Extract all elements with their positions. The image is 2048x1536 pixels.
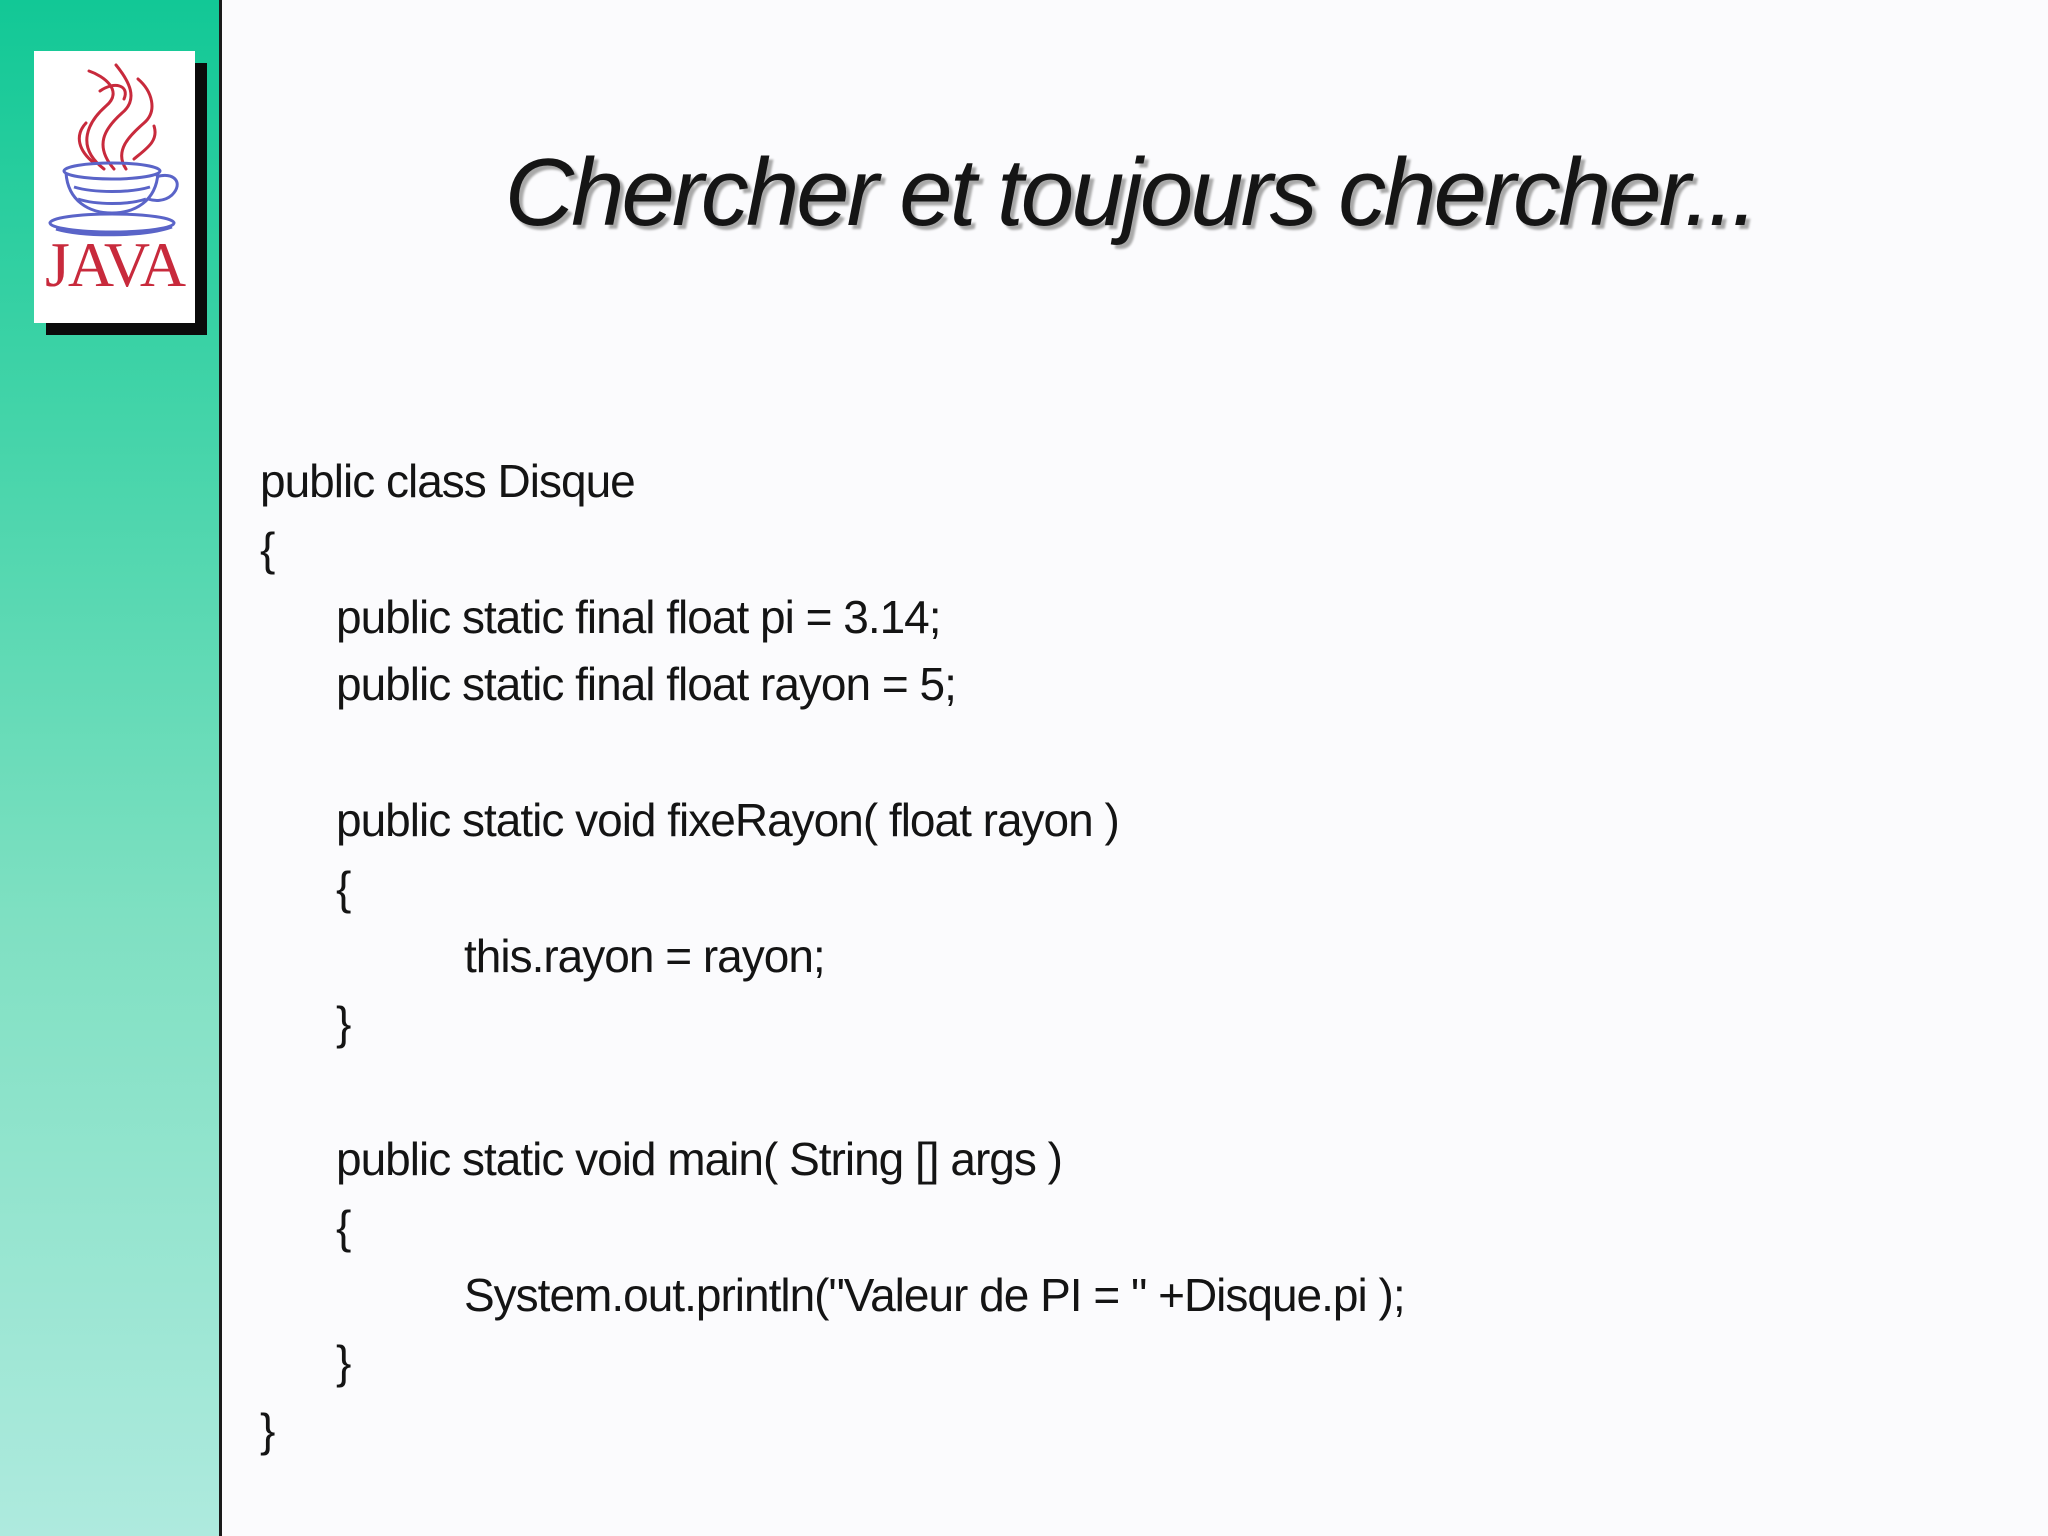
- code-line: [260, 719, 1405, 787]
- code-line: System.out.println("Valeur de PI = " +Disque.pi );: [464, 1268, 1405, 1321]
- code-line: public static void fixeRayon( float rayon ): [336, 793, 1119, 846]
- code-line: {: [260, 522, 275, 575]
- java-logo-text: JAVA: [44, 229, 185, 300]
- code-line: this.rayon = rayon;: [464, 929, 825, 982]
- code-line: {: [336, 861, 351, 914]
- java-coffee-cup-icon: [34, 51, 195, 241]
- code-line: }: [336, 1336, 351, 1389]
- code-line: public class Disque: [260, 455, 635, 507]
- code-line: }: [260, 1404, 275, 1457]
- code-line: public static void main( String [] args ): [336, 1132, 1062, 1185]
- java-logo: [34, 51, 195, 323]
- code-line: [260, 1058, 1405, 1126]
- logo-card: [34, 51, 195, 323]
- code-line: }: [336, 997, 351, 1050]
- sidebar-band: [0, 0, 222, 1536]
- code-line: {: [336, 1200, 351, 1253]
- code-line: public static final float pi = 3.14;: [336, 590, 941, 643]
- code-block: [260, 448, 1405, 1465]
- slide-title: Chercher et toujours chercher...: [504, 139, 1756, 246]
- code-line: public static final float rayon = 5;: [336, 658, 956, 711]
